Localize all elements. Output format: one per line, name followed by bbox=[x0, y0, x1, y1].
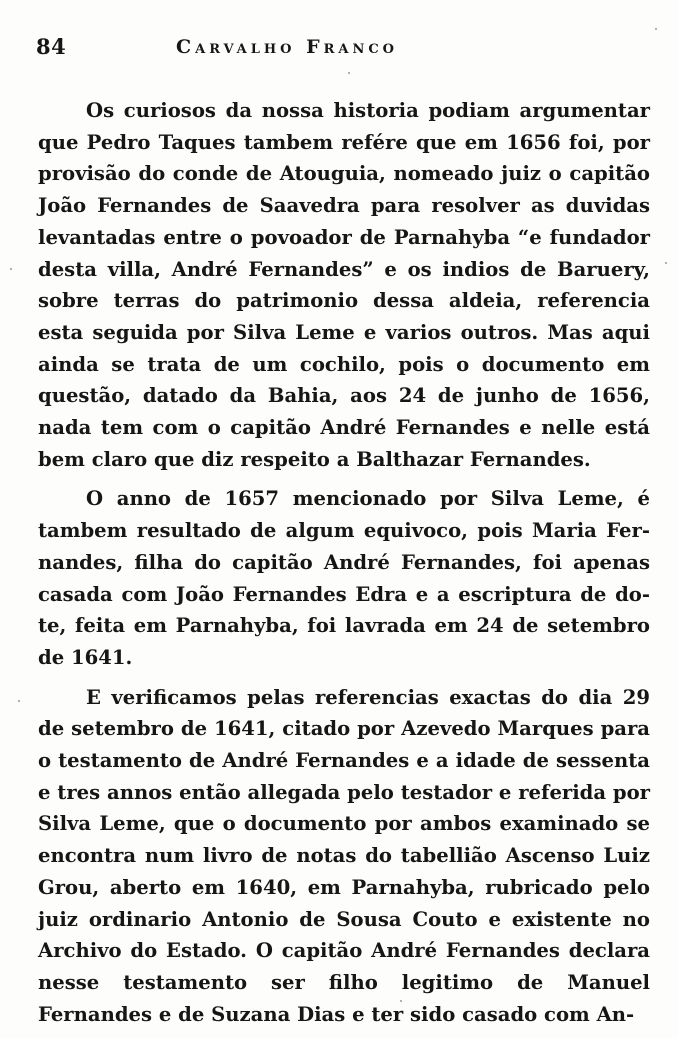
scan-speck bbox=[10, 268, 12, 270]
scan-speck bbox=[655, 28, 657, 30]
scan-speck bbox=[400, 1000, 402, 1002]
body-text bbox=[38, 95, 650, 1038]
scan-speck bbox=[18, 700, 20, 702]
scan-speck bbox=[665, 262, 667, 264]
page-number: 84 bbox=[36, 34, 67, 59]
paragraph-3: E verificamos pelas referencias exactas do dia 29 de setembro de 1641, citado por Azevedo Marques para o testamento de André Fernandes e a idade de sessenta e tres annos então allegada pelo testador e referida por Silva Leme, que o documento por ambos examinado se encontra num livro de notas do tabellião Ascenso Luiz Grou, aberto em 1640, em Parnahyba, rubricado pelo juiz ordinario Antonio de Sousa Couto e existente no Archivo do Estado. O capitão André Fernandes declara nesse testamento ser filho legitimo de Manuel Fernandes e de Suzana Dias e ter sido casado com An- bbox=[38, 685, 650, 1026]
page-header bbox=[36, 34, 646, 66]
paragraph-1: Os curiosos da nossa historia podiam argumentar que Pedro Taques tambem refére que em 1656 foi, por provisão do conde de Atouguia, nomeado juiz o capitão João Fernandes de Saavedra para resolver as duvidas levantadas entre o povoador de Parnahyba “e fundador desta villa, André Fernandes” e os indios de Baruery, sobre terras do patrimonio dessa aldeia, referencia esta seguida por Silva Leme e varios outros. Mas aqui ainda se trata de um cochilo, pois o documento em questão, datado da Bahia, aos 24 de junho de 1656, nada tem com o capitão André Fernandes e nelle está bem claro que diz respeito a Balthazar Fernandes. bbox=[38, 99, 650, 471]
paragraph-2: O anno de 1657 mencionado por Silva Leme, é tambem resultado de algum equivoco, pois Maria Fernandes, filha do capitão André Fernandes, foi apenas casada com João Fernandes Edra e a escriptura de dote, feita em Parnahyba, foi lavrada em 24 de setembro de 1641. bbox=[38, 487, 650, 669]
running-head: Carvalho Franco bbox=[176, 36, 399, 58]
scan-speck bbox=[348, 72, 350, 74]
